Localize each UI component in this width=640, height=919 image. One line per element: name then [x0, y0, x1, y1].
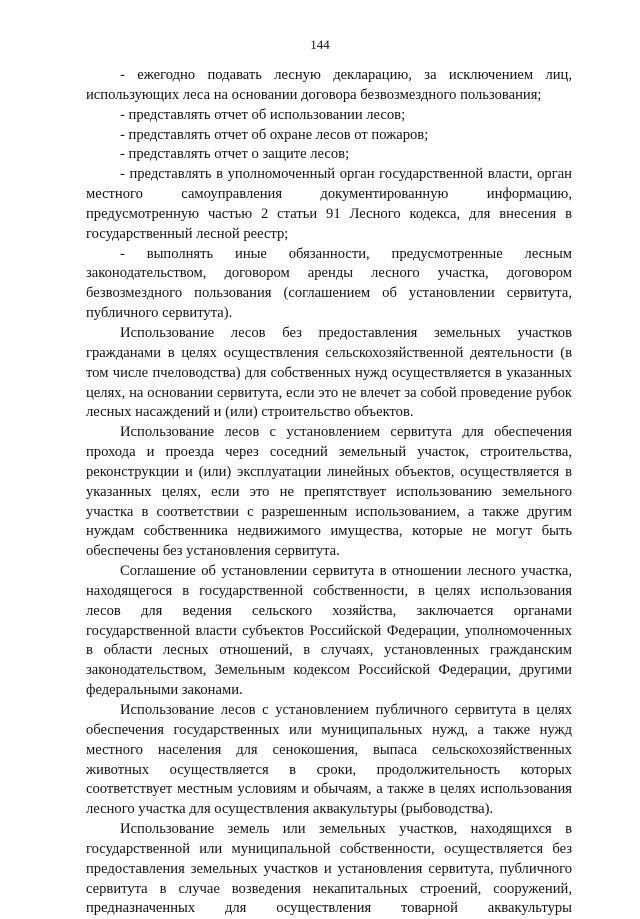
- paragraph-forest-protection-report: - представлять отчет о защите лесов;: [120, 146, 350, 163]
- paragraph-servitude-passage: Использование лесов с установлением сервитута для обеспечения прохода и проезда через соседний земельный участок, строительства, реконструкции и (или) эксплуатации линейных объектов, осуществляется в указанных целях, если это не препятствует использованию земельного участка в соответствии с разрешенным использованием, а также другим нуждам собственника недвижимого имущества, которые не могут быть обеспечены без установления сервитута.: [86, 424, 572, 560]
- paragraph-aquaculture-land-use: Использование земель или земельных участков, находящихся в государственной или муниципальной собственности, осуществляется без предоставления земельных участков и установления сервитута, публичного сервитута в случае возведения некапитальных строений, сооружений, предназначенных для осуществления товарной аквакультуры: [86, 821, 572, 917]
- paragraph-public-servitude: Использование лесов с установлением публичного сервитута в целях обеспечения государственных или муниципальных нужд, а также нужд местного населения для сенокошения, выпаса сельскохозяйственных животных осуществляется в сроки, продолжительность которых соответствует местным условиям и обычаям, а также в целях использования лесного участка для осуществления аквакультуры (рыбоводства).: [86, 702, 572, 818]
- paragraph-usage-report: - представлять отчет об использовании лесов;: [120, 106, 406, 123]
- paragraph-fire-protection-report: - представлять отчет об охране лесов от пожаров;: [120, 126, 429, 143]
- paragraph-agricultural-use: Использование лесов без предоставления земельных участков гражданами в целях осуществления сельскохозяйственной деятельности (в том числе пчеловодства) для собственных нужд осуществляется в указанных целях, на основании сервитута, если это не влечет за собой проведение рубок лесных насаждений и (или) строительство объектов.: [86, 324, 572, 421]
- paragraph-forest-register-info: - представлять в уполномоченный орган государственной власти, орган местного самоуправления документированную информацию, предусмотренную частью 2 статьи 91 Лесного кодекса, для внесения в государственный лесной реестр;: [86, 166, 572, 242]
- paragraph-forest-declaration: - ежегодно подавать лесную декларацию, за исключением лиц, использующих леса на основании договора безвозмездного пользования;: [86, 67, 572, 103]
- document-body: [86, 66, 572, 919]
- page-number: 144: [310, 37, 330, 52]
- paragraph-other-obligations: - выполнять иные обязанности, предусмотренные лесным законодательством, договором аренды лесного участка, договором безвозмездного пользования (соглашением об установлении сервитута, публичного сервитута).: [86, 245, 572, 322]
- paragraph-servitude-agreement: Соглашение об установлении сервитута в отношении лесного участка, находящегося в государственной собственности, в целях использования лесов для ведения сельского хозяйства, заключается органами государственной власти субъектов Российской Федерации, уполномоченных в области лесных отношений, в случаях, установленных гражданским законодательством, Земельным кодексом Российской Федерации, другими федеральными законами.: [86, 563, 572, 699]
